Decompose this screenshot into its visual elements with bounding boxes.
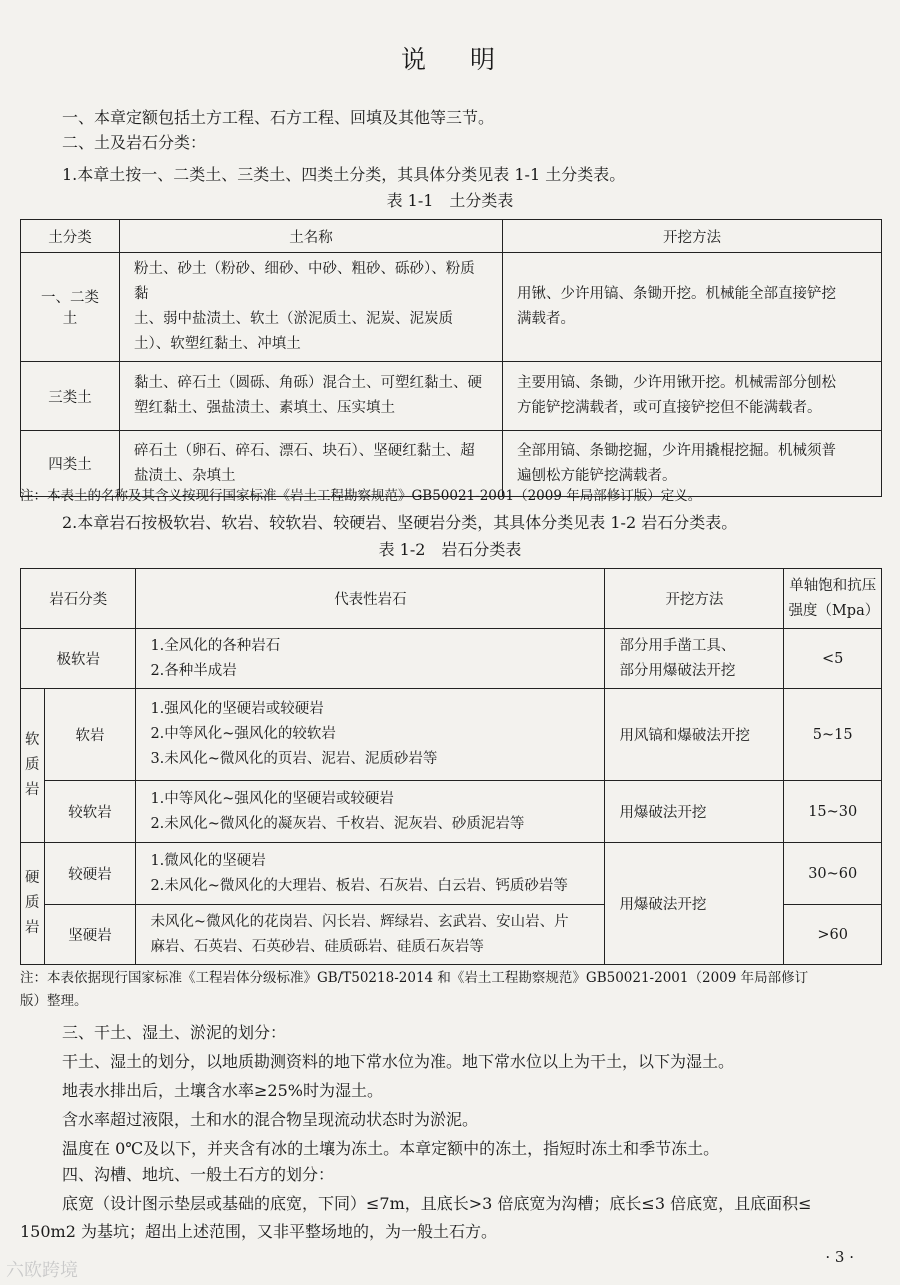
page-title: 说 明 xyxy=(401,45,499,74)
table1-cell-class: 四类土 xyxy=(21,431,120,497)
table-row xyxy=(21,629,882,689)
table2-group-soft: 软 质 岩 xyxy=(21,689,45,843)
table1-note: 注：本表土的名称及其含义按现行国家标准《岩土工程勘察规范》GB50021-2001（2009 年局部修订版）定义。 xyxy=(20,488,702,504)
table1-cell-name: 黏土、碎石土（圆砾、角砾）混合土、可塑红黏土、硬 塑红黏土、强盐渍土、素填土、压实填土 xyxy=(120,362,503,431)
table2-cell-class: 坚硬岩 xyxy=(44,905,136,965)
table1-cell-method: 全部用镐、条锄挖掘，少许用撬棍挖掘。机械须普 遍刨松方能铲挖满载者。 xyxy=(503,431,882,497)
table2-note-line2: 版）整理。 xyxy=(20,993,88,1009)
table1-cell-method: 主要用镐、条锄，少许用锹开挖。机械需部分刨松 方能铲挖满载者，或可直接铲挖但不能满载者。 xyxy=(503,362,882,431)
section3-line3: 含水率超过液限，土和水的混合物呈现流动状态时为淤泥。 xyxy=(62,1110,479,1129)
table2-cell-rock: 1.中等风化~强风化的坚硬岩或较硬岩 2.未风化~微风化的凝灰岩、千枚岩、泥灰岩、砂质泥岩等 xyxy=(136,781,605,843)
section3-line1: 干土、湿土的划分，以地质勘测资料的地下常水位为准。地下常水位以上为干土，以下为湿土。 xyxy=(62,1052,735,1071)
table2-cell-rock: 1.全风化的各种岩石 2.各种半成岩 xyxy=(136,629,605,689)
table-row xyxy=(21,843,882,905)
table2-header-class: 岩石分类 xyxy=(21,569,136,629)
para-soil-rock-heading: 二、土及岩石分类： xyxy=(62,133,207,152)
table1-cell-class: 三类土 xyxy=(21,362,120,431)
table2-cell-method: 用爆破法开挖 xyxy=(605,843,784,965)
table2-header-rock: 代表性岩石 xyxy=(136,569,605,629)
table2-cell-strength: >60 xyxy=(784,905,882,965)
section4-line2: 150m2 为基坑；超出上述范围，又非平整场地的，为一般土石方。 xyxy=(20,1222,497,1241)
table2-cell-strength: 5~15 xyxy=(784,689,882,781)
table2-cell-class: 较软岩 xyxy=(44,781,136,843)
table2-cell-strength: <5 xyxy=(784,629,882,689)
soil-classification-table xyxy=(20,219,882,497)
table2-note-line1: 注：本表依据现行国家标准《工程岩体分级标准》GB/T50218-2014 和《岩土工程勘察规范》GB50021-2001（2009 年局部修订 xyxy=(20,970,809,986)
table2-caption: 表 1-2 岩石分类表 xyxy=(378,540,522,559)
table2-header-strength: 单轴饱和抗压 强度（Mpa） xyxy=(784,569,882,629)
table2-group-hard: 硬 质 岩 xyxy=(21,843,45,965)
table2-cell-method: 用爆破法开挖 xyxy=(605,781,784,843)
rock-classification-table xyxy=(20,568,882,965)
table2-cell-strength: 15~30 xyxy=(784,781,882,843)
table2-cell-class: 较硬岩 xyxy=(44,843,136,905)
table1-header-method: 开挖方法 xyxy=(503,220,882,253)
section4-heading: 四、沟槽、地坑、一般土石方的划分： xyxy=(62,1165,335,1184)
table2-cell-method: 用风镐和爆破法开挖 xyxy=(605,689,784,781)
page-number: · 3 · xyxy=(825,1248,854,1266)
table1-header-name: 土名称 xyxy=(120,220,503,253)
table2-cell-class: 软岩 xyxy=(44,689,136,781)
table2-cell-rock: 1.强风化的坚硬岩或较硬岩 2.中等风化~强风化的较软岩 3.未风化~微风化的页岩、泥岩、泥质砂岩等 xyxy=(136,689,605,781)
para-soil-classes: 1.本章土按一、二类土、三类土、四类土分类，其具体分类见表 1-1 土分类表。 xyxy=(62,165,626,184)
para-rock-classes: 2.本章岩石按极软岩、软岩、较软岩、较硬岩、坚硬岩分类，其具体分类见表 1-2 岩石分类表。 xyxy=(62,513,738,532)
section3-line4: 温度在 0℃及以下，并夹含有冰的土壤为冻土。本章定额中的冻土，指短时冻土和季节冻土。 xyxy=(62,1139,720,1158)
table1-cell-method: 用锹、少许用镐、条锄开挖。机械能全部直接铲挖 满载者。 xyxy=(503,253,882,362)
table-row xyxy=(21,362,882,431)
table2-cell-method: 部分用手凿工具、 部分用爆破法开挖 xyxy=(605,629,784,689)
table2-cell-rock: 未风化~微风化的花岗岩、闪长岩、辉绿岩、玄武岩、安山岩、片 麻岩、石英岩、石英砂岩、硅质砾岩、硅质石灰岩等 xyxy=(136,905,605,965)
table2-cell-class: 极软岩 xyxy=(21,629,136,689)
table-row xyxy=(21,689,882,781)
table1-cell-name: 碎石土（卵石、碎石、漂石、块石）、坚硬红黏土、超 盐渍土、杂填土 xyxy=(120,431,503,497)
section3-heading: 三、干土、湿土、淤泥的划分： xyxy=(62,1023,287,1042)
table1-header-class: 土分类 xyxy=(21,220,120,253)
section3-line2: 地表水排出后，土壤含水率≥25%时为湿土。 xyxy=(62,1081,383,1100)
watermark: 六欧跨境 xyxy=(6,1260,78,1281)
table-row xyxy=(21,253,882,362)
table2-cell-strength: 30~60 xyxy=(784,843,882,905)
para-sections: 一、本章定额包括土方工程、石方工程、回填及其他等三节。 xyxy=(62,108,495,127)
table-row xyxy=(21,781,882,843)
table1-cell-class: 一、二类土 xyxy=(21,253,120,362)
table1-cell-name: 粉土、砂土（粉砂、细砂、中砂、粗砂、砾砂）、粉质黏 土、弱中盐渍土、软土（淤泥质土、泥炭、泥炭质 土）、软塑红黏土、冲填土 xyxy=(120,253,503,362)
table1-caption: 表 1-1 土分类表 xyxy=(386,191,514,210)
table2-header-method: 开挖方法 xyxy=(605,569,784,629)
table2-cell-rock: 1.微风化的坚硬岩 2.未风化~微风化的大理岩、板岩、石灰岩、白云岩、钙质砂岩等 xyxy=(136,843,605,905)
section4-line1: 底宽（设计图示垫层或基础的底宽，下同）≤7m，且底长>3 倍底宽为沟槽；底长≤3 倍底宽，且底面积≤ xyxy=(62,1194,812,1213)
